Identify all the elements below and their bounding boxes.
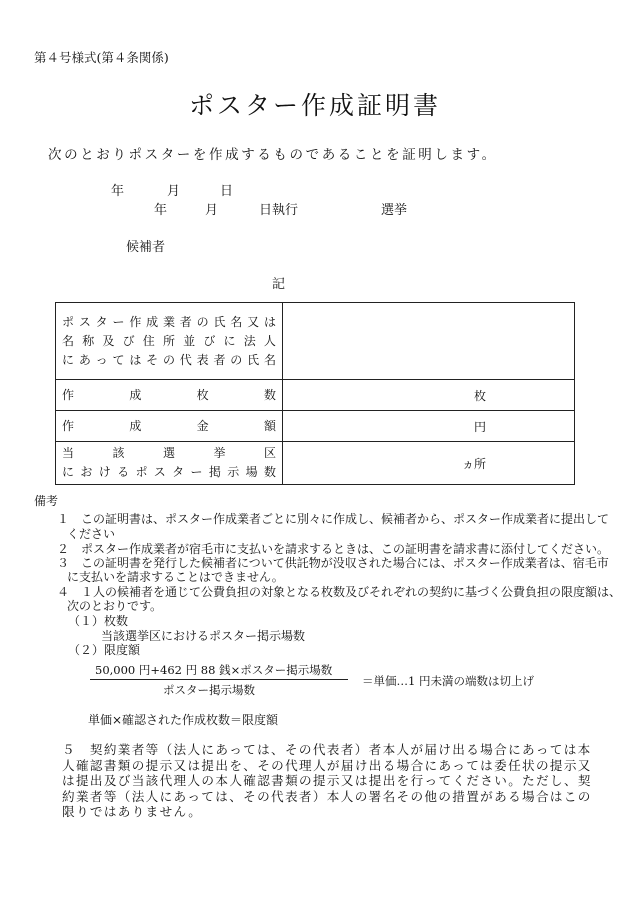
label-line: 当 該 選 挙 区 [62,446,276,460]
date-day-label: 日 [220,184,234,199]
certificate-table [55,302,575,485]
table-row [56,380,575,411]
poster-sites-label [56,442,283,485]
label-line: に あ っ て は そ の 代 表 者 の 氏 名 [62,352,276,367]
note-4-sub2: （２）限度額 [68,643,141,657]
table-row [56,411,575,442]
election-label: 選挙 [381,203,408,218]
date-year-label: 年 [111,184,125,199]
ki-label: 記 [272,277,286,292]
label-line: 名 称 及 び 住 所 並 び に 法 人 [62,333,276,348]
note-4: ４ １人の候補者を通じて公費負担の対象となる枚数及びそれぞれの契約に基づく公費負担の限度額は、 [57,585,622,599]
quantity-field[interactable] [283,380,575,411]
quantity-label: 作 成 枚 数 [56,380,283,411]
note-1-cont: ください [67,527,116,541]
limit-formula: 単価×確認された作成枚数＝限度額 [88,713,279,727]
formula-numerator: 50,000 円+462 円 88 銭×ポスター掲示場数 [95,663,333,677]
note-4-cont: 次のとおりです。 [67,599,163,613]
intro-text: 次のとおりポスターを作成するものであることを証明します。 [48,147,498,163]
poster-sites-unit: ヵ所 [461,456,486,471]
note-4-sub1-text: 当該選挙区におけるポスター掲示場数 [101,629,306,643]
note-1: １ この証明書は、ポスター作成業者ごとに別々に作成し、候補者から、ポスター作成業者に提出して [57,512,610,526]
notes-heading: 備考 [34,494,59,508]
candidate-label: 候補者 [126,240,166,255]
note-3-cont: に支払いを請求することはできません。 [67,570,284,584]
formula-denominator: ポスター掲示場数 [163,683,255,697]
election-day-label: 日執行 [259,203,299,218]
quantity-unit: 枚 [473,388,486,403]
table-row [56,442,575,485]
note-5: ５ 契約業者等（法人にあっては、その代表者）者本人が届け出る場合にあっては本人確認書類の提示又は提出を、その代理人が届け出る場合にあっては委任状の提示又は提出及び当該代理人の本人確認書類の提示又は提出を行ってください。ただし、契約業者等（法人にあっては、その代表者）本人の署名その他の措置がある場合はこの限りではありません。 [62,742,592,819]
label-line: ポ ス タ ー 作 成 業 者 の 氏 名 又 は [62,314,276,329]
formula-result: ＝単価…1 円未満の端数は切上げ [362,674,534,688]
contractor-name-label [56,303,283,380]
contractor-name-field[interactable] [283,303,575,380]
page-title: ポスター作成証明書 [188,91,441,120]
fraction-line [90,679,348,680]
label-line: に お け る ポ ス タ ー 掲 示 場 数 [62,465,276,479]
election-month-label: 月 [205,203,219,218]
note-4-sub1: （１）枚数 [68,614,129,628]
table-row [56,303,575,380]
note-2: ２ ポスター作成業者が宿毛市に支払いを請求するときは、この証明書を請求書に添付してください。 [57,542,610,556]
amount-field[interactable] [283,411,575,442]
election-year-label: 年 [154,203,168,218]
poster-sites-field[interactable] [283,442,575,485]
amount-label: 作 成 金 額 [56,411,283,442]
form-number: 第４号様式(第４条関係) [34,50,169,65]
note-3: ３ この証明書を発行した候補者について供託物が没収された場合には、ポスター作成業者は、宿毛市 [57,556,609,570]
amount-unit: 円 [473,419,486,434]
date-month-label: 月 [167,184,181,199]
